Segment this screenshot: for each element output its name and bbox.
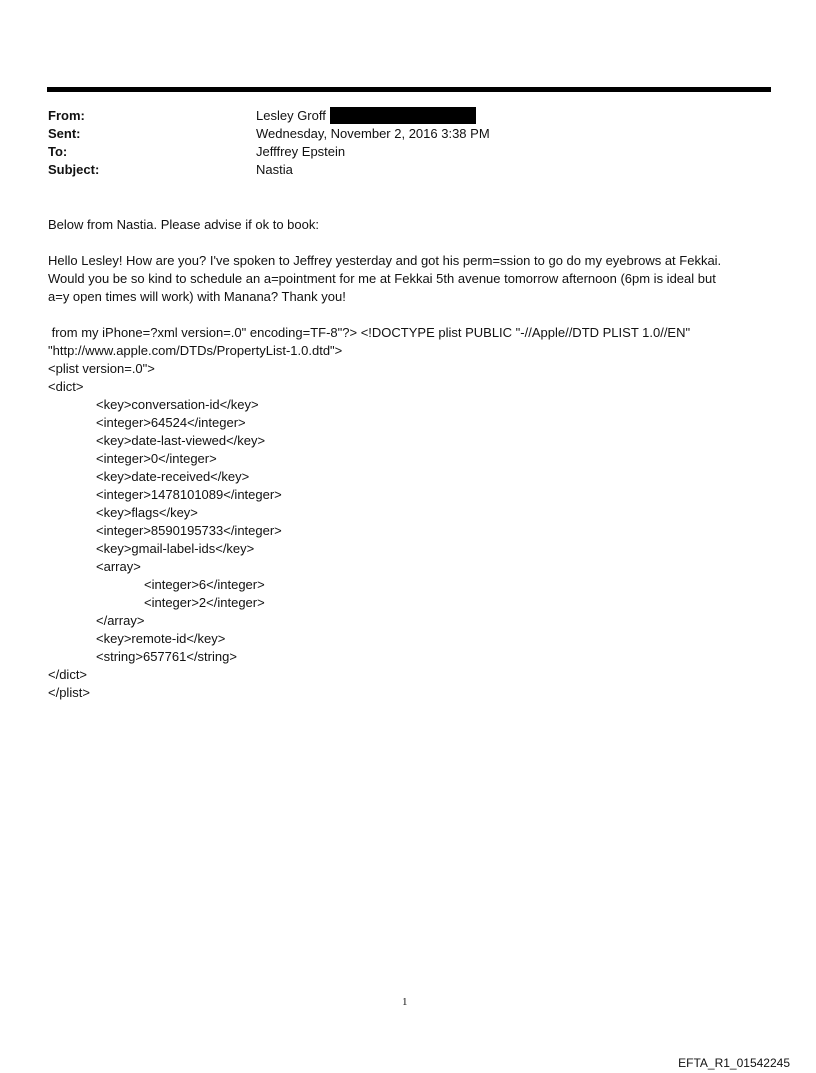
plist-line: <integer>6</integer> <box>144 577 265 592</box>
header-rule <box>47 87 771 92</box>
plist-line: <integer>2</integer> <box>144 595 265 610</box>
from-label: From: <box>48 108 85 123</box>
redaction-box <box>330 107 476 124</box>
from-value <box>256 107 476 125</box>
signature-line: "http://www.apple.com/DTDs/PropertyList-1.0.dtd"> <box>48 343 343 358</box>
bates-number: EFTA_R1_01542245 <box>678 1056 790 1070</box>
subject-value: Nastia <box>256 162 293 177</box>
message-line: a=y open times will work) with Manana? Thank you! <box>48 289 346 304</box>
email-header <box>48 107 768 179</box>
plist-line: <array> <box>96 559 141 574</box>
plist-line: <key>conversation-id</key> <box>96 397 259 412</box>
plist-line: <integer>8590195733</integer> <box>96 523 282 538</box>
plist-line: <integer>0</integer> <box>96 451 217 466</box>
sent-label: Sent: <box>48 126 81 141</box>
plist-line: <key>flags</key> <box>96 505 198 520</box>
page-number: 1 <box>402 996 408 1008</box>
message-line: Would you be so kind to schedule an a=pointment for me at Fekkai 5th avenue tomorrow afternoon (6pm is ideal but <box>48 271 716 286</box>
plist-line: <dict> <box>48 379 84 394</box>
plist-line: </plist> <box>48 685 90 700</box>
intro-line: Below from Nastia. Please advise if ok to book: <box>48 217 319 232</box>
sent-value: Wednesday, November 2, 2016 3:38 PM <box>256 126 490 141</box>
plist-line: <integer>1478101089</integer> <box>96 487 282 502</box>
plist-line: <plist version=.0"> <box>48 361 155 376</box>
to-label: To: <box>48 144 68 159</box>
plist-line: <integer>64524</integer> <box>96 415 246 430</box>
plist-line: </dict> <box>48 667 88 682</box>
from-name: Lesley Groff <box>256 108 326 123</box>
email-body <box>48 216 768 702</box>
to-value: Jefffrey Epstein <box>256 144 346 159</box>
plist-line: </array> <box>96 613 145 628</box>
message-line: Hello Lesley! How are you? I've spoken to Jeffrey yesterday and got his perm=ssion to go do my eyebrows at Fekkai. <box>48 253 722 268</box>
plist-line: <key>date-received</key> <box>96 469 250 484</box>
signature-line: from my iPhone=?xml version=.0" encoding=TF-8"?> <!DOCTYPE plist PUBLIC "-//Apple//DTD PLIST 1.0//EN" <box>48 325 691 340</box>
subject-label: Subject: <box>48 162 100 177</box>
plist-line: <key>date-last-viewed</key> <box>96 433 266 448</box>
plist-line: <key>gmail-label-ids</key> <box>96 541 255 556</box>
plist-line: <key>remote-id</key> <box>96 631 226 646</box>
plist-line: <string>657761</string> <box>96 649 237 664</box>
